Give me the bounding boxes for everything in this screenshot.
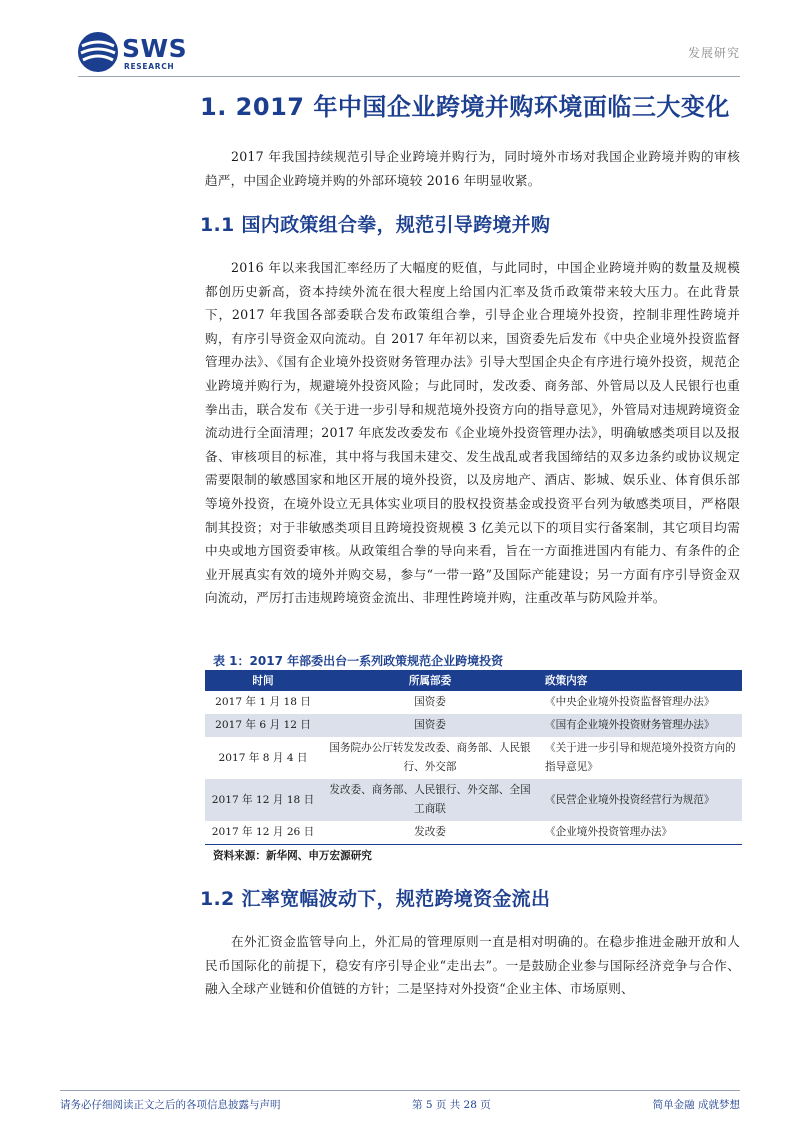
cell-date: 2017 年 1 月 18 日 — [215, 696, 311, 708]
cell-department: 国资委 — [414, 696, 446, 708]
cell-department: 发改委、商务部、人民银行、外交部、全国工商联 — [321, 779, 539, 821]
table-row — [205, 714, 742, 737]
footer-slogan: 简单金融 成就梦想 — [652, 1099, 740, 1111]
cell-policy: 《民营企业境外投资经营行为规范》 — [539, 779, 742, 821]
chapter-title: 1. 2017 年中国企业跨境并购环境面临三大变化 — [200, 93, 730, 121]
cell-policy: 《企业境外投资管理办法》 — [539, 821, 742, 845]
cell-date: 2017 年 12 月 26 日 — [205, 821, 321, 845]
logo-text: SWS — [122, 34, 188, 63]
sws-logo — [78, 30, 208, 74]
footer-disclaimer: 请务必仔细阅读正文之后的各项信息披露与声明 — [60, 1099, 281, 1111]
sws-globe-icon — [78, 32, 118, 72]
section-1-1-paragraph: 2016 年以来我国汇率经历了大幅度的贬值，与此同时，中国企业跨境并购的数量及规模都创历史新高，资本持续外流在很大程度上给国内汇率及货币政策带来较大压力。在此背景下，2017 年我国各部委联合发布政策组合拳，引导企业合理境外投资，控制非理性跨境并购，有序引导资金双向流动。自 2017 年年初以来，国资委先后发布《中央企业境外投资监督管理办法》、《国有企业境外投资财务管理办法》引导大型国企央企有序进行境外投资，规范企业跨境并购行为，规避境外投资风险；与此同时，发改委、商务部、外管局以及人民银行也重拳出击，联合发布《关于进一步引导和规范境外投资方向的指导意见》，外管局对违规跨境资金流动进行全面清理；2017 年底发改委发布《企业境外投资管理办法》，明确敏感类项目以及报备、审核项目的标准，其中将与我国未建交、发生战乱或者我国缔结的双多边条约或协议规定需要限制的敏感国家和地区开展的境外投资，以及房地产、酒店、影城、娱乐业、体育俱乐部等境外投资，在境外设立无具体实业项目的股权投资基金或投资平台列为敏感类项目，严格限制其投资；对于非敏感类项目且跨境投资规模 3 亿美元以下的项目实行备案制，其它项目均需中央或地方国资委审核。从政策组合拳的导向来看，旨在一方面推进国内有能力、有条件的企业开展真实有效的境外并购交易，参与“一带一路”及国际产能建设；另一方面有序引导资金双向流动，严厉打击违规跨境资金流出、非理性跨境并购，注重改革与防风险并举。 — [205, 260, 740, 606]
table-row — [205, 691, 742, 714]
header-department: 所属部委 — [321, 670, 539, 691]
header-section-label: 发展研究 — [687, 46, 740, 60]
cell-department: 发改委 — [321, 821, 539, 845]
intro-paragraph: 2017 年我国持续规范引导企业跨境并购行为，同时境外市场对我国企业跨境并购的审核趋严，中国企业跨境并购的外部环境较 2016 年明显收紧。 — [205, 149, 740, 188]
table-caption: 表 1：2017 年部委出台一系列政策规范企业跨境投资 — [213, 654, 504, 668]
table-row — [205, 821, 742, 845]
cell-date: 2017 年 8 月 4 日 — [218, 751, 308, 764]
table-source: 资料来源：新华网、申万宏源研究 — [213, 850, 372, 862]
logo-subtext: RESEARCH — [124, 62, 175, 71]
table-row — [205, 737, 742, 779]
cell-department: 国务院办公厅转发发改委、商务部、人民银行、外交部 — [329, 742, 531, 773]
cell-policy: 《国有企业境外投资财务管理办法》 — [539, 714, 742, 737]
cell-date: 2017 年 6 月 12 日 — [205, 714, 321, 737]
cell-policy: 《关于进一步引导和规范境外投资方向的指导意见》 — [545, 742, 736, 773]
table-header-row — [205, 670, 742, 691]
table-row — [205, 779, 742, 821]
cell-date: 2017 年 12 月 18 日 — [205, 779, 321, 821]
footer-divider — [60, 1090, 740, 1091]
footer-page-number: 第 5 页 共 28 页 — [412, 1099, 491, 1111]
policy-table — [205, 670, 742, 845]
section-1-2-paragraph: 在外汇资金监管导向上，外汇局的管理原则一直是相对明确的。在稳步推进金融开放和人民币国际化的前提下，稳安有序引导企业“走出去”。一是鼓励企业参与国际经济竞争与合作、融入全球产业链和价值链的方针；二是坚持对外投资“企业主体、市场原则、 — [205, 934, 740, 997]
section-1-1-title: 1.1 国内政策组合拳，规范引导跨境并购 — [200, 214, 551, 236]
header-divider — [78, 76, 740, 77]
header-policy: 政策内容 — [539, 670, 742, 691]
cell-department: 国资委 — [321, 714, 539, 737]
cell-policy: 《中央企业境外投资监督管理办法》 — [545, 696, 715, 708]
header-date: 时间 — [205, 670, 321, 691]
section-1-2-title: 1.2 汇率宽幅波动下，规范跨境资金流出 — [200, 888, 551, 910]
